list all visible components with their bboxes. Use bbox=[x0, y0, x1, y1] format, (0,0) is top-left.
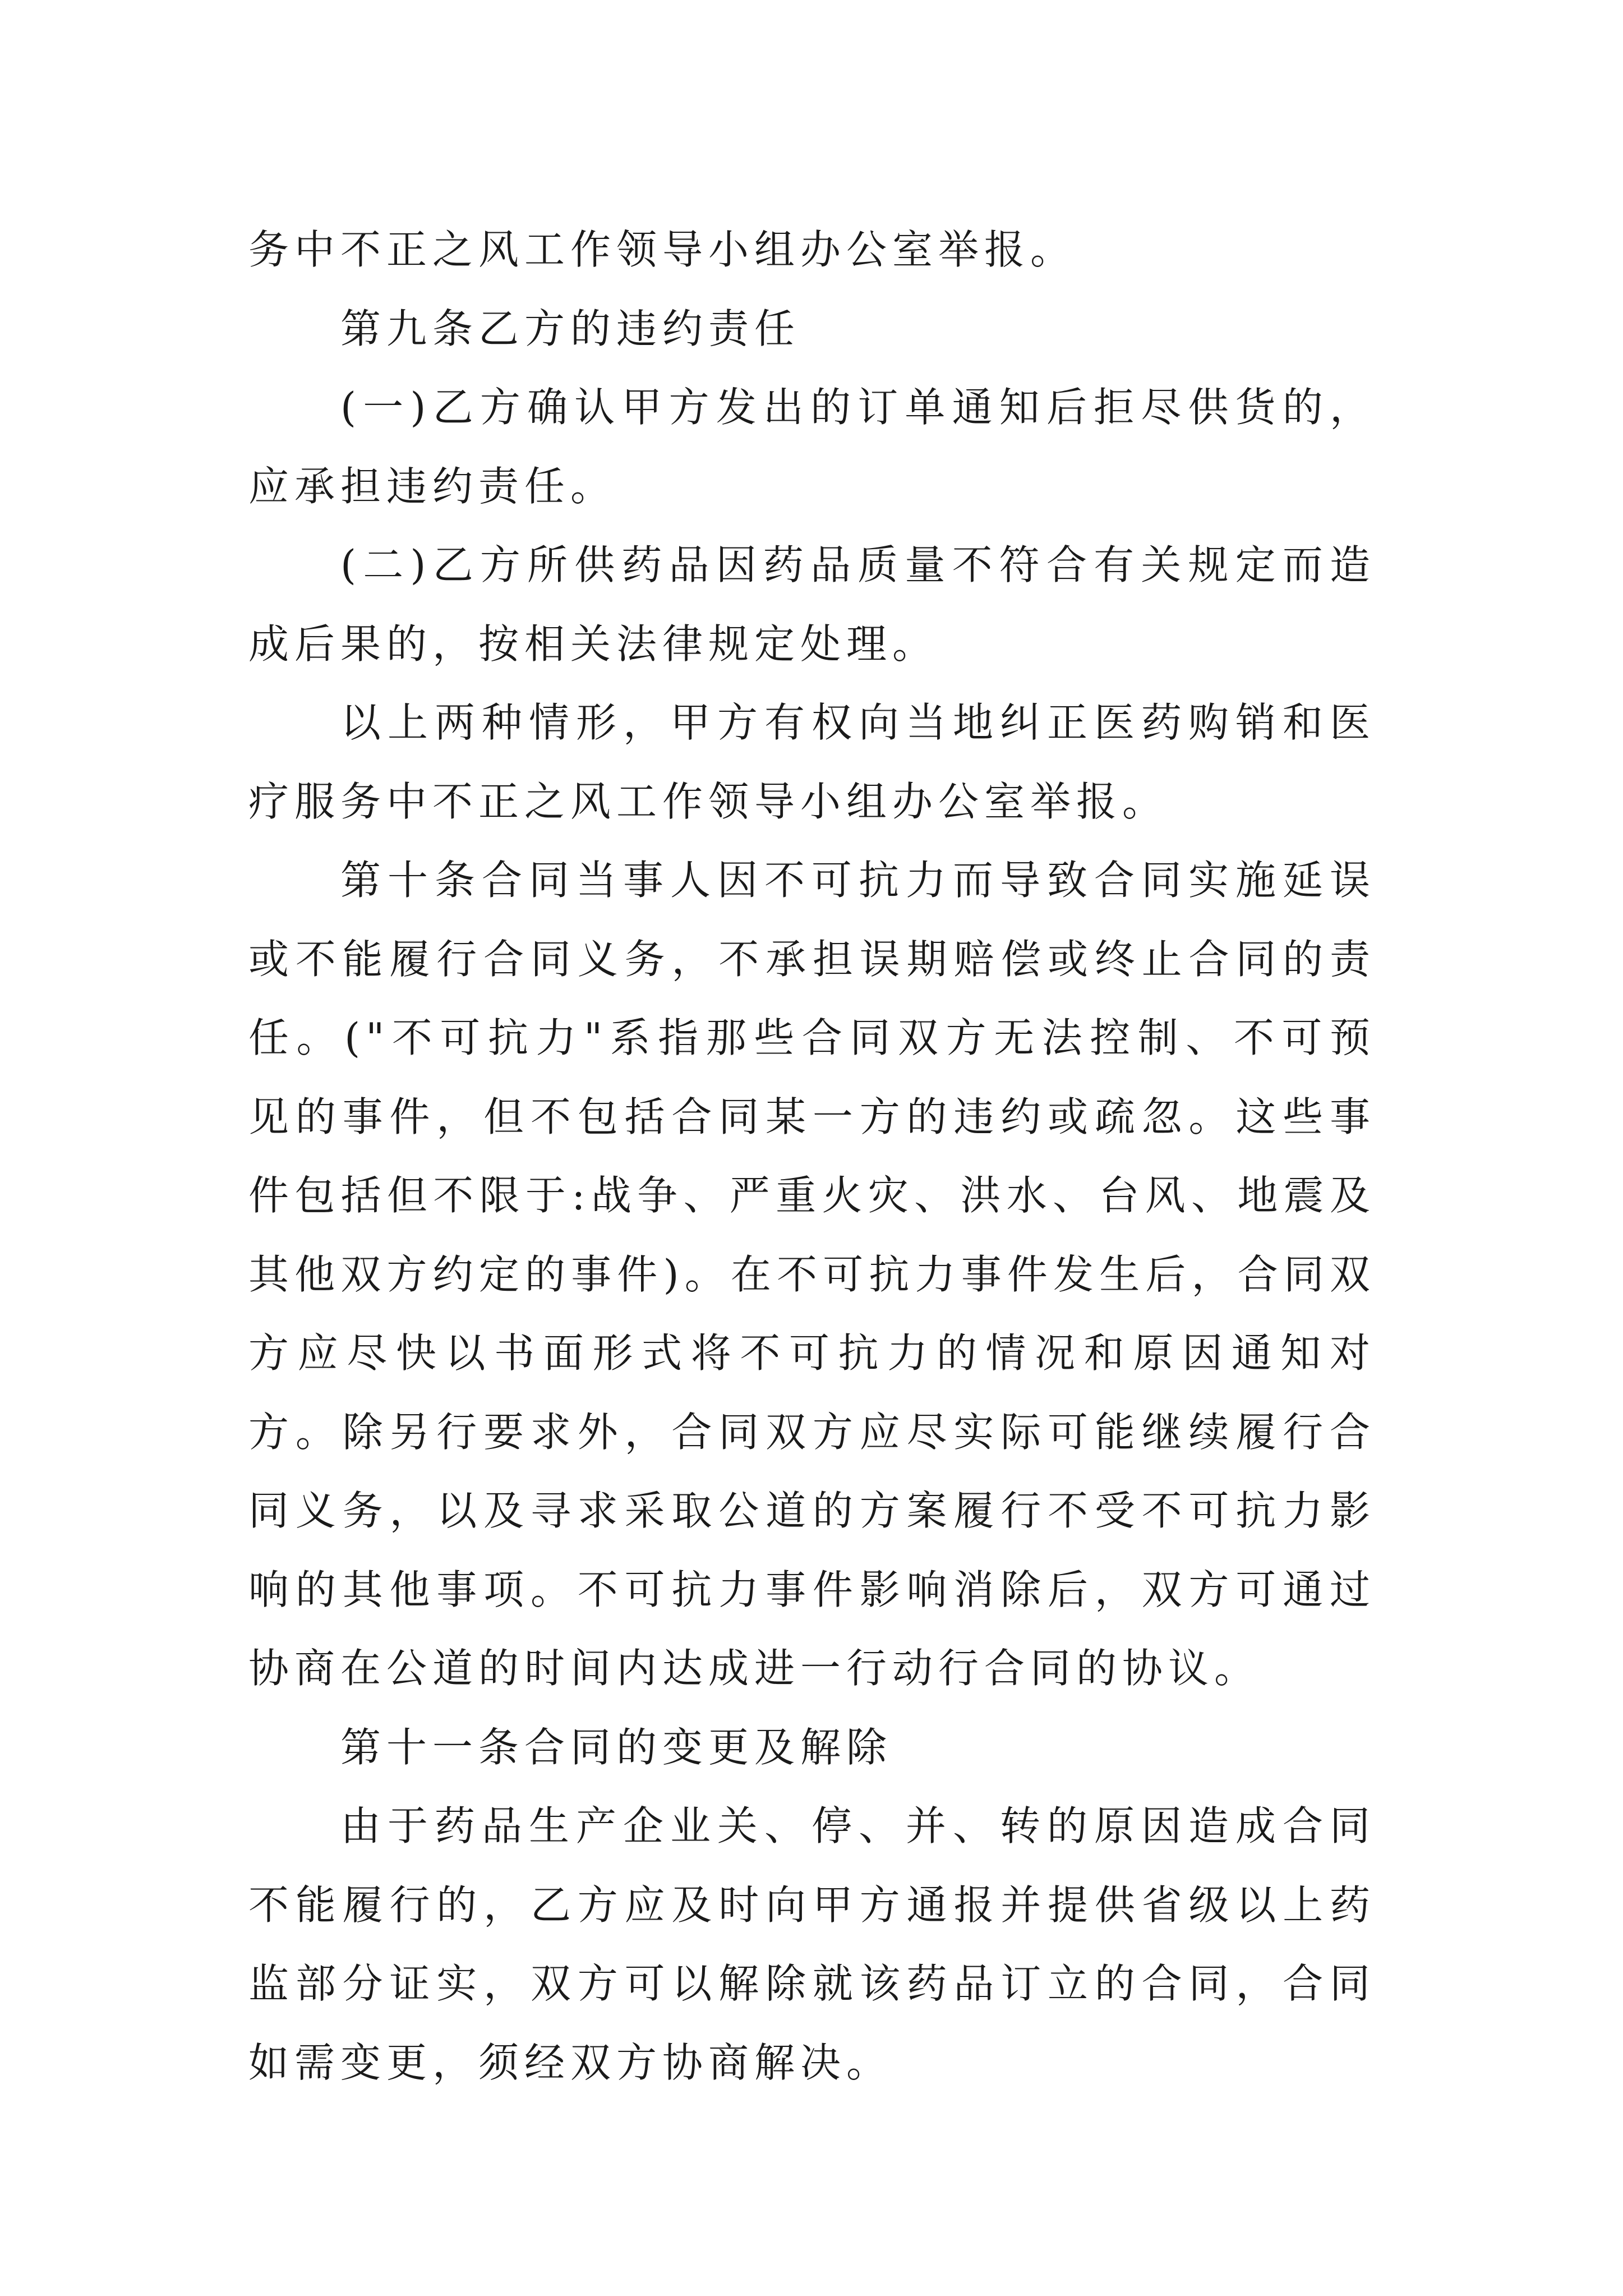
paragraph-clause-2: (二)乙方所供药品因药品质量不符合有关规定而造成后果的，按相关法律规定处理。 bbox=[248, 541, 1376, 668]
paragraph-contract-change: 由于药品生产企业关、停、并、转的原因造成合同不能履行的，乙方应及时向甲方通报并提供省级以上药监部分证实，双方可以解除就该药品订立的合同，合同如需变更，须经双方协商解决。 bbox=[248, 1802, 1376, 2086]
heading-article-11: 第十一条合同的变更及解除 bbox=[340, 1723, 893, 1771]
paragraph-article-10: 第十条合同当事人因不可抗力而导致合同实施延误或不能履行合同义务，不承担误期赔偿或终止合同的责任。("不可抗力"系指那些合同双方无法控制、不可预见的事件，但不包括合同某一方的违约或疏忽。这些事件包括但不限于:战争、严重火灾、洪水、台风、地震及其他双方约定的事件)。在不可抗力事件发生后，合同双方应尽快以书面形式将不可抗力的情况和原因通知对方。除另行要求外，合同双方应尽实际可能继续履行合同义务，以及寻求采取公道的方案履行不受不可抗力影响的其他事项。不可抗力事件影响消除后，双方可通过协商在公道的时间内达成进一行动行合同的协议。 bbox=[248, 857, 1376, 1692]
heading-article-9: 第九条乙方的违约责任 bbox=[340, 305, 801, 352]
document-body bbox=[248, 210, 1376, 2102]
paragraph-continuation: 务中不正之风工作领导小组办公室举报。 bbox=[248, 226, 1077, 273]
paragraph-report-right: 以上两种情形，甲方有权向当地纠正医药购销和医疗服务中不正之风工作领导小组办公室举报。 bbox=[248, 699, 1376, 825]
paragraph-clause-1: (一)乙方确认甲方发出的订单通知后拒尽供货的，应承担违约责任。 bbox=[248, 384, 1376, 510]
